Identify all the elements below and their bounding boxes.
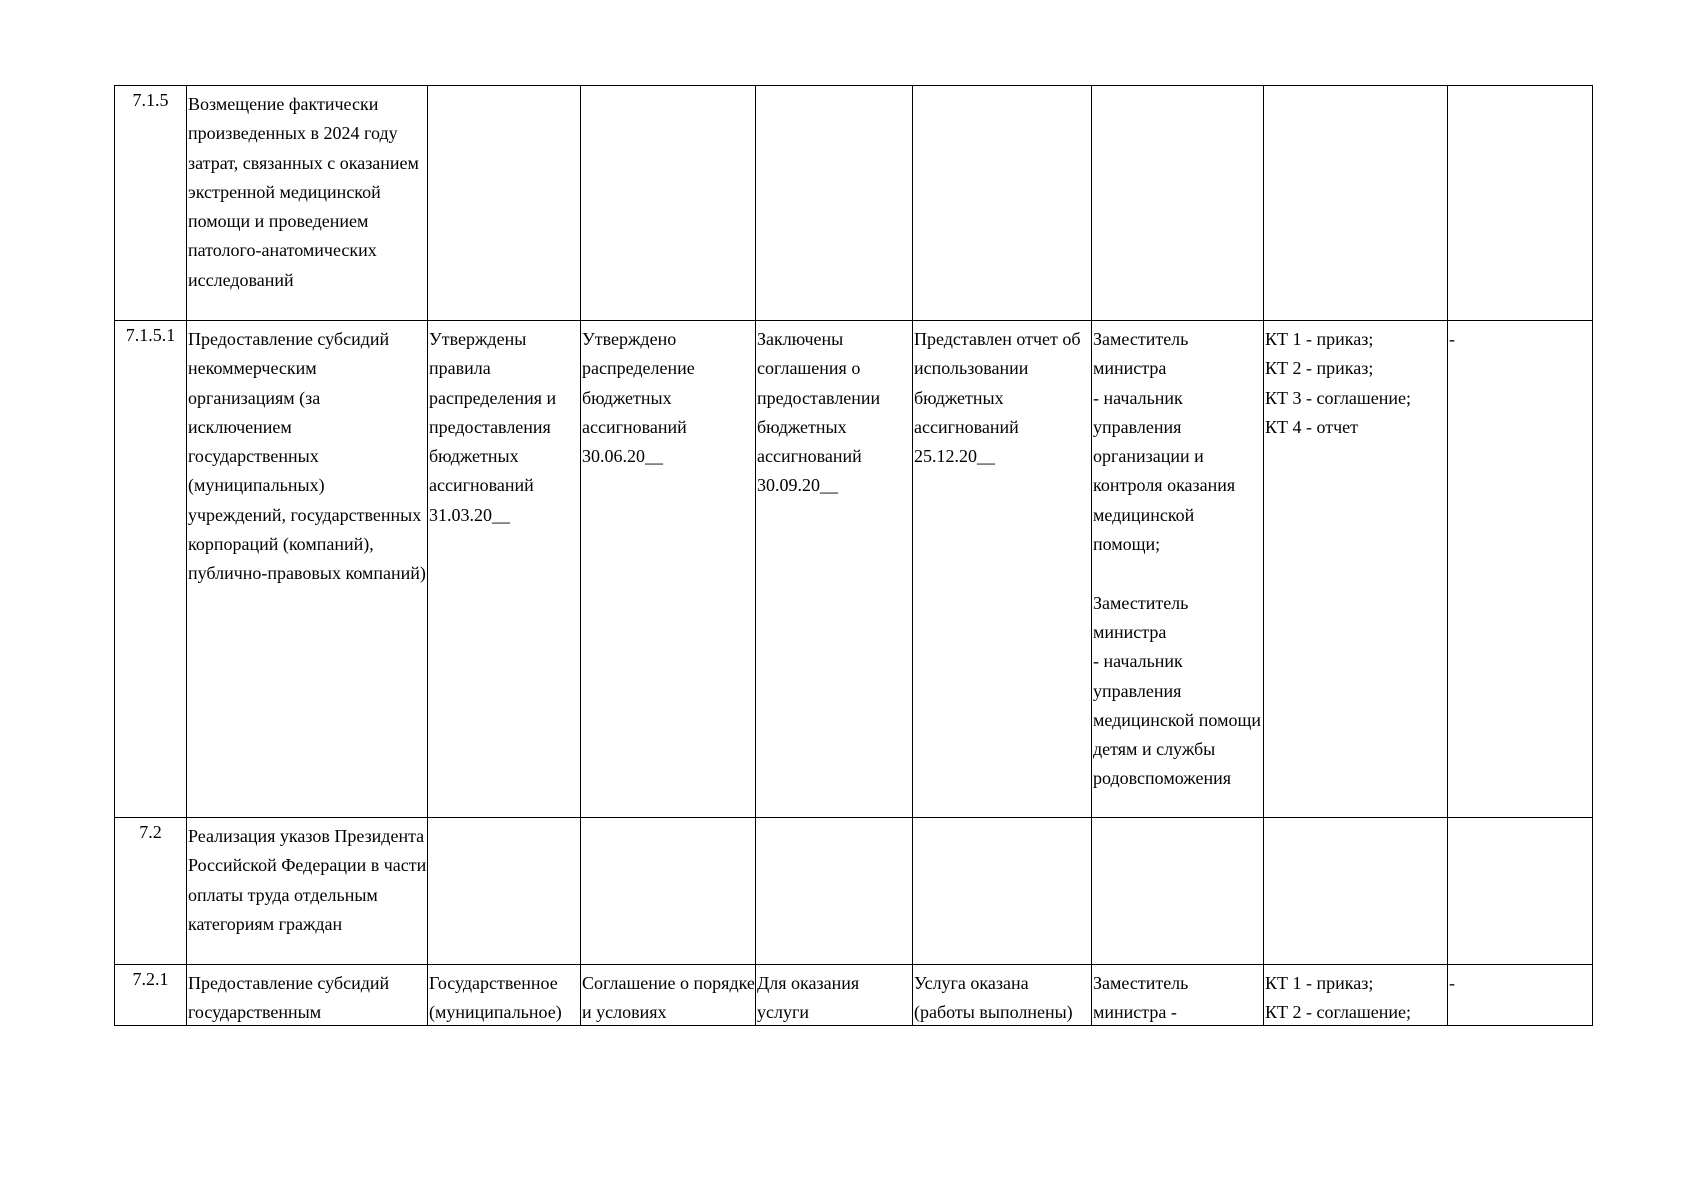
table-row bbox=[115, 965, 1593, 1026]
row-number: 7.2 bbox=[115, 818, 187, 965]
control-point-1-cell: Государственное (муниципальное) bbox=[428, 965, 581, 1026]
row-number: 7.1.5.1 bbox=[115, 321, 187, 818]
control-point-1-cell bbox=[428, 818, 581, 965]
control-point-2-cell bbox=[581, 818, 756, 965]
info-system-cell bbox=[1448, 818, 1593, 965]
control-point-3-cell: Заключены соглашения о предоставлении бюджетных ассигнований 30.09.20__ bbox=[756, 321, 913, 818]
responsible-cell bbox=[1092, 86, 1264, 321]
row-number: 7.2.1 bbox=[115, 965, 187, 1026]
control-point-3-cell bbox=[756, 86, 913, 321]
document-type-cell bbox=[1264, 86, 1448, 321]
event-name-cell: Реализация указов Президента Российской Федерации в части оплаты труда отдельным категориям граждан bbox=[187, 818, 428, 965]
control-point-2-cell: Соглашение о порядке и условиях bbox=[581, 965, 756, 1026]
document-type-cell: КТ 1 - приказ; КТ 2 - соглашение; bbox=[1264, 965, 1448, 1026]
control-point-1-cell bbox=[428, 86, 581, 321]
row-number: 7.1.5 bbox=[115, 86, 187, 321]
control-point-1-cell: Утверждены правила распределения и предоставления бюджетных ассигнований 31.03.20__ bbox=[428, 321, 581, 818]
table-row bbox=[115, 818, 1593, 965]
control-point-4-cell bbox=[913, 818, 1092, 965]
control-point-4-cell: Представлен отчет об использовании бюджетных ассигнований 25.12.20__ bbox=[913, 321, 1092, 818]
control-point-2-cell: Утверждено распределение бюджетных ассигнований 30.06.20__ bbox=[581, 321, 756, 818]
info-system-cell bbox=[1448, 86, 1593, 321]
info-system-cell: - bbox=[1448, 965, 1593, 1026]
responsible-cell bbox=[1092, 818, 1264, 965]
responsible-cell: Заместитель министра - начальник управления организации и контроля оказания медицинской помощи; Заместитель министра - начальник управления медицинской помощи детям и службы родовспоможения bbox=[1092, 321, 1264, 818]
control-point-3-cell bbox=[756, 818, 913, 965]
event-name-cell: Возмещение фактически произведенных в 2024 году затрат, связанных с оказанием экстренной медицинской помощи и проведением патолого-анатомических исследований bbox=[187, 86, 428, 321]
info-system-cell: - bbox=[1448, 321, 1593, 818]
control-point-4-cell: Услуга оказана (работы выполнены) bbox=[913, 965, 1092, 1026]
document-type-cell bbox=[1264, 818, 1448, 965]
table-row bbox=[115, 321, 1593, 818]
event-name-cell: Предоставление субсидий некоммерческим организациям (за исключением государственных (муниципальных) учреждений, государственных корпораций (компаний), публично-правовых компаний) bbox=[187, 321, 428, 818]
control-point-3-cell: Для оказания услуги bbox=[756, 965, 913, 1026]
control-point-2-cell bbox=[581, 86, 756, 321]
control-point-4-cell bbox=[913, 86, 1092, 321]
table-row bbox=[115, 86, 1593, 321]
document-type-cell: КТ 1 - приказ; КТ 2 - приказ; КТ 3 - соглашение; КТ 4 - отчет bbox=[1264, 321, 1448, 818]
event-name-cell: Предоставление субсидий государственным bbox=[187, 965, 428, 1026]
control-points-table bbox=[114, 85, 1593, 1026]
responsible-cell: Заместитель министра - bbox=[1092, 965, 1264, 1026]
